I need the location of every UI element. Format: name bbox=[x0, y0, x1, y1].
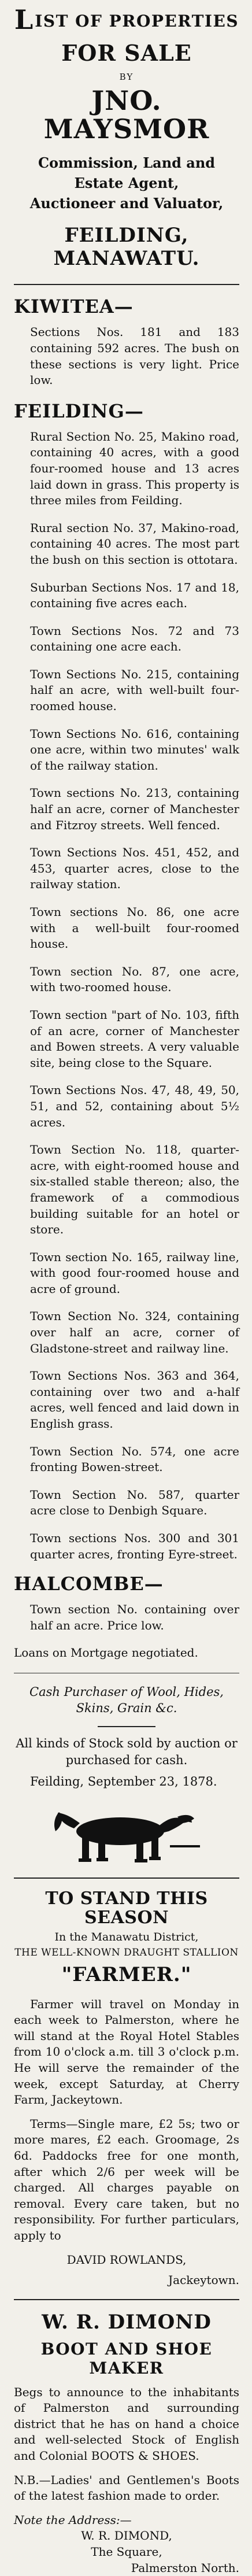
address-line: W. R. DIMOND, bbox=[81, 2529, 172, 2543]
property-entry: Town Section No. 574, one acre fronting Bowen-street. bbox=[30, 1444, 239, 1474]
agent-title-block bbox=[14, 153, 239, 213]
shop-announcement-paragraph: Begs to announce to the inhabitants of Palmerston and surrounding district that he has on hand a choice and well-selected Stock of English and Colonial BOOTS & SHOES. bbox=[14, 2385, 239, 2463]
property-entry: Town Sections No. 616, containing one acre, within two minutes' walk of the railway station. bbox=[30, 726, 239, 773]
stallion-advertisement bbox=[14, 1889, 239, 2289]
property-entry: Town Section No. 324, containing over half an acre, corner of Gladstone-street and railway line. bbox=[30, 1309, 239, 1355]
short-divider bbox=[98, 1726, 155, 1727]
agent-name: JNO. MAYSMOR bbox=[43, 85, 210, 145]
section-divider bbox=[14, 1878, 239, 1879]
stallion-description: THE WELL-KNOWN DRAUGHT STALLION bbox=[14, 1946, 239, 1958]
stallion-contact-name: DAVID ROWLANDS, bbox=[66, 2252, 187, 2267]
address-line: The Square, bbox=[91, 2545, 162, 2559]
property-entry: Town section No. 165, railway line, with good four-roomed house and acre of ground. bbox=[30, 1250, 239, 1296]
property-entry: Town sections Nos. 300 and 301 quarter acres, fronting Eyre-street. bbox=[30, 1531, 239, 1561]
loans-note: Loans on Mortgage negotiated. bbox=[14, 1646, 198, 1660]
property-entry: Town Section No. 118, quarter-acre, with eight-roomed house and six-stalled stable thereon; also, the framework of a commodious building suitable for an hotel or store. bbox=[30, 1143, 239, 1237]
address-line: Palmerston North. bbox=[131, 2560, 239, 2575]
section-heading-feilding: FEILDING— bbox=[14, 400, 144, 422]
property-entry: Rural section No. 37, Makino-road, containing 40 acres. The most part the bush on this section is ottotara. bbox=[30, 520, 239, 567]
title-drop-cap: L bbox=[14, 4, 34, 35]
shop-owner-name: W. R. DIMOND bbox=[42, 2310, 212, 2334]
property-entry: Town section No. containing over half an acre. Price low. bbox=[30, 1602, 239, 1632]
property-entry: Suburban Sections Nos. 17 and 18, containing five acres each. bbox=[30, 580, 239, 611]
by-line: BY bbox=[119, 72, 134, 83]
section-heading-halcombe: HALCOMBE— bbox=[14, 1573, 164, 1595]
advertisement-title bbox=[14, 4, 239, 35]
agent-title-line: Commission, Land and bbox=[38, 154, 216, 171]
property-entry: Town Sections Nos. 363 and 364, containing over two and a-half acres, well fenced and laid down in English grass. bbox=[30, 1369, 239, 1431]
stallion-schedule-paragraph: Farmer will travel on Monday in each week to Palmerston, where he will stand at the Royal Hotel Stables from 10 o'clock a.m. till 3 o'clock p.m. He will serve the remainder of the week, except Saturday, at Cherry Farm, Jackeytown. bbox=[14, 1997, 239, 2107]
shop-note-paragraph: N.B.—Ladies' and Gentlemen's Boots of the latest fashion made to order. bbox=[14, 2472, 239, 2503]
shop-trade-heading: BOOT AND SHOE MAKER bbox=[40, 2339, 213, 2378]
property-entry: Town Sections Nos. 72 and 73 containing one acre each. bbox=[30, 623, 239, 654]
stallion-terms-paragraph: Terms—Single mare, £2 5s; two or more mares, £2 each. Groomage, 2s 6d. Paddocks free for one month, after which 2/6 per week will be charged. All charges payable on removal. Every care taken, but no responsibility. For further particulars, apply to bbox=[14, 2116, 239, 2242]
draught-horse-illustration bbox=[49, 1799, 205, 1867]
agent-title-line: Estate Agent, bbox=[74, 174, 179, 191]
section-divider bbox=[14, 2299, 239, 2300]
stallion-name: "FARMER." bbox=[61, 1963, 192, 1986]
agent-title-line: Auctioneer and Valuator, bbox=[29, 194, 224, 212]
property-entry: Town Sections Nos. 47, 48, 49, 50, 51, and 52, containing about 5½ acres. bbox=[30, 1083, 239, 1129]
agent-location: FEILDING, MANAWATU. bbox=[53, 224, 200, 271]
district-line: In the Manawatu District, bbox=[54, 1930, 199, 1943]
property-entry: Town Sections No. 215, containing half an acre, with well-built four-roomed house. bbox=[30, 667, 239, 714]
section-heading-kiwitea: KIWITEA— bbox=[14, 295, 134, 318]
property-entry: Sections Nos. 181 and 183 containing 592 acres. The bush on these sections is very light. Price low. bbox=[30, 325, 239, 387]
stallion-contact-place: Jackeytown. bbox=[168, 2273, 239, 2287]
property-entry: Town section "part of No. 103, fifth of an acre, corner of Manchester and Bowen streets. A very valuable site, being close to the Square. bbox=[30, 1007, 239, 1070]
cash-purchaser-note: Cash Purchaser of Wool, Hides, Skins, Grain &c. bbox=[29, 1684, 224, 1716]
for-sale-heading: FOR SALE bbox=[61, 40, 192, 66]
boot-shop-advertisement bbox=[14, 2311, 239, 2576]
property-entry: Town sections No. 86, one acre with a well-built four-roomed house. bbox=[30, 905, 239, 951]
property-entry: Rural Section No. 25, Makino road, containing 40 acres, with a good four-roomed house and 13 acres laid down in grass. This property is three miles from Feilding. bbox=[30, 429, 239, 508]
advertisement-date: Feilding, September 23, 1878. bbox=[30, 1774, 217, 1788]
property-list-advertisement bbox=[14, 4, 239, 1788]
property-entry: Town Section No. 587, quarter acre close to Denbigh Square. bbox=[30, 1487, 239, 1518]
address-note-label: Note the Address:— bbox=[14, 2512, 132, 2527]
property-entry: Town section No. 87, one acre, with two-roomed house. bbox=[30, 964, 239, 995]
property-entry: Town Sections Nos. 451, 452, and 453, quarter acres, close to the railway station. bbox=[30, 845, 239, 892]
title-rest: IST OF PROPERTIES bbox=[35, 12, 239, 31]
stand-heading: TO STAND THIS SEASON bbox=[45, 1888, 208, 1928]
section-divider bbox=[14, 284, 239, 285]
property-entry: Town sections No. 213, containing half an acre, corner of Manchester and Fitzroy streets. Well fenced. bbox=[30, 786, 239, 832]
stock-note: All kinds of Stock sold by auction or purchased for cash. bbox=[16, 1736, 238, 1767]
